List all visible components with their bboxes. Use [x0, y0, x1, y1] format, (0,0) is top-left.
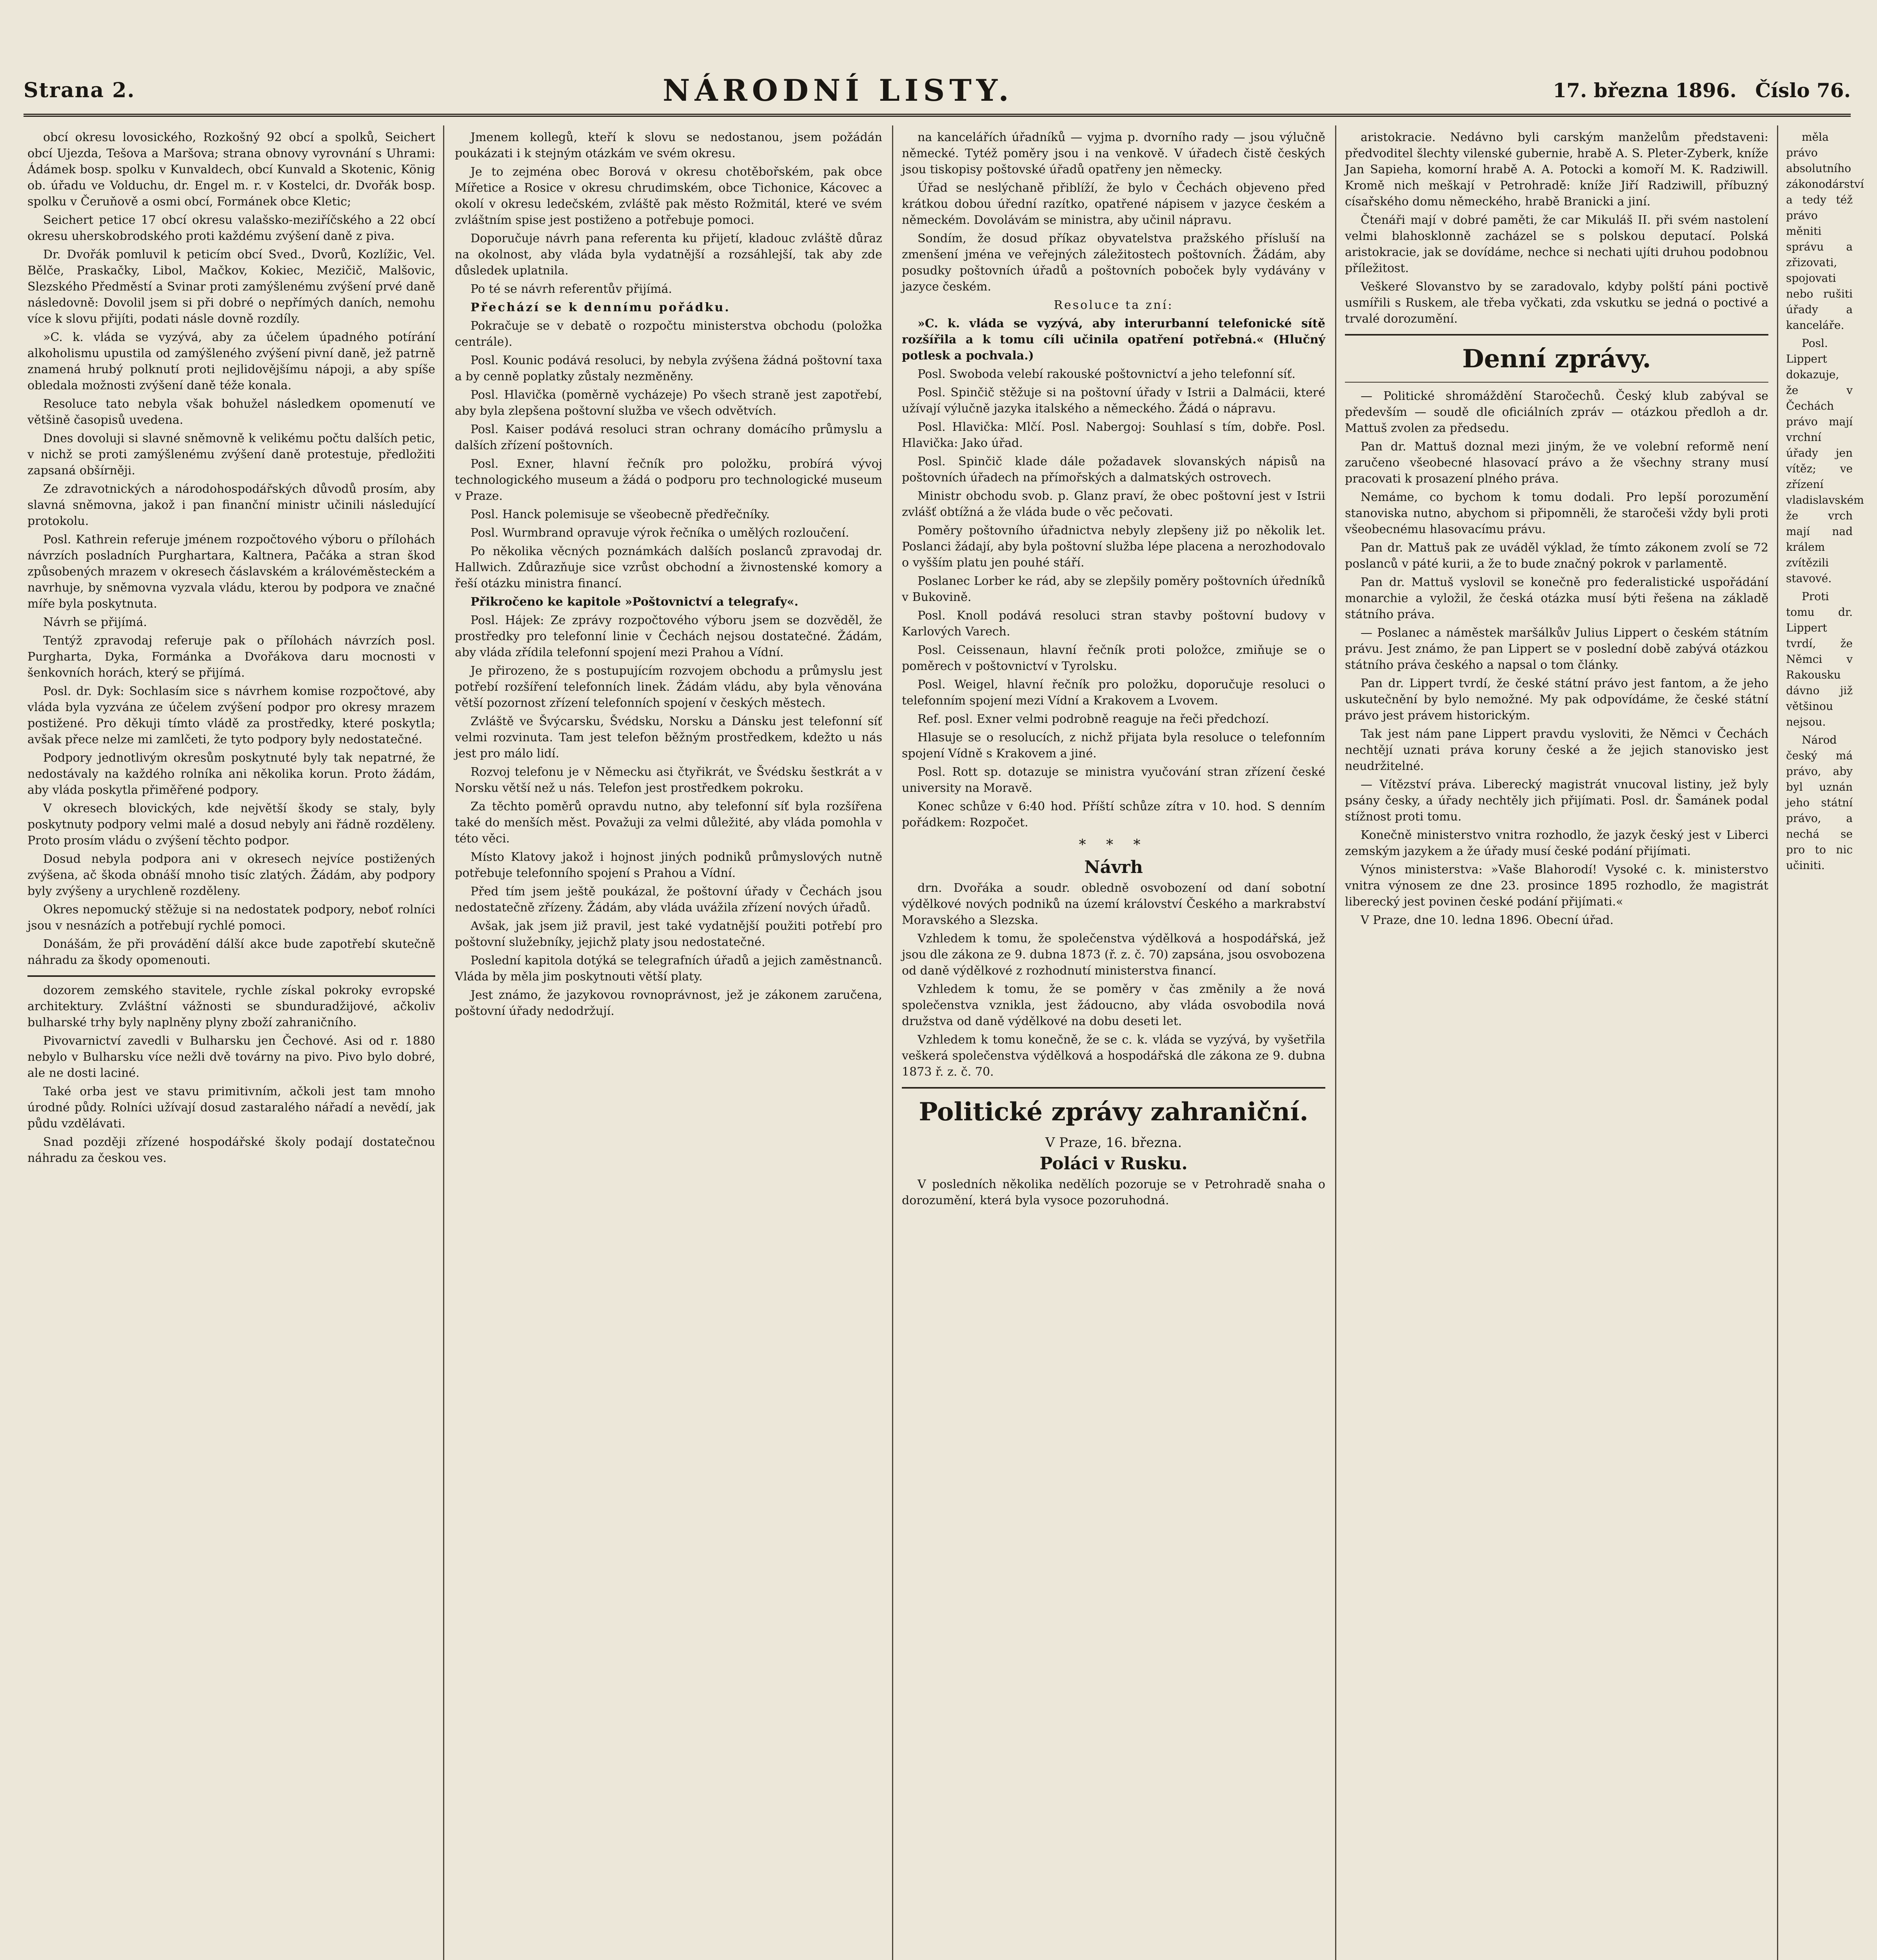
article-paragraph: měla právo absolutního zákonodárství a tedy též právo měniti správu a zřizovati, spojovati nebo rušiti úřady a kanceláře.: [1786, 131, 1864, 332]
article-paragraph: Seichert petice 17 obcí okresu valašsko-meziříčského a 22 obcí okresu uherskobrodského proti každému zvýšení daně z piva.: [27, 213, 435, 243]
section-heading: Návrh: [1084, 857, 1143, 877]
article-paragraph: Nemáme, co bychom k tomu dodali. Pro lepší porozumění stanoviska nutno, abychom si připomněli, že staročeši vždy byli proti všeobecnému hlasovacímu právu.: [1345, 490, 1768, 536]
article-paragraph: Před tím jsem ještě poukázal, že poštovní úřady v Čechách jsou nedostatečně zřízeny. Žádám, aby vláda uvážila zřízení nových úřadů.: [455, 885, 882, 915]
article-paragraph: V okresech blovických, kde největší škody se staly, byly poskytnuty podpory velmi malé a dosud nebyly ani řádně rozděleny. Proto prosím vládu o zvýšení těchto podpor.: [27, 802, 435, 848]
article-paragraph: Sondím, že dosud příkaz obyvatelstva pražského přísluší na zmenšení jména ve veřejných záležitostech poštovních. Žádám, aby posudky poštovních úřadů a poštovních poboček byly vydávány v jazyce českém.: [902, 232, 1325, 294]
column-5: [1786, 129, 1864, 1960]
article-paragraph: Posl. Ceissenaun, hlavní řečník proti položce, zmiňuje se o poměrech v poštovnictví v Tyrolsku.: [902, 643, 1325, 673]
article-heading: Poláci v Rusku.: [1039, 1154, 1188, 1174]
section-heading: Denní zprávy.: [1462, 344, 1651, 374]
article-paragraph: obcí okresu lovosického, Rozkošný 92 obcí a spolků, Seichert obcí Ujezda, Tešova a Maršova; strana obnovy vyrovnání s Uhrami: Ádámek bosp. spolku v Kunvaldech, obcí Kunvald a Skotenic, König ob. úřadu ve Volduchu, dr. Engel m. r. v Kostelci, dr. Dvořák bosp. spolku v Čeruňově a osmi obcí, Formánek obce Kletic;: [27, 131, 435, 209]
article-paragraph: Posl. Lippert dokazuje, že v Čechách právo mají vrchní úřady jen vítěz; ve zřízení vladislavském že vrch mají nad králem zvítězili stavové.: [1786, 337, 1864, 585]
resolution-text: »C. k. vláda se vyzývá, aby interurbanní telefonické sítě rozšířila a k tomu cíli učinila opatření potřebná.« (Hlučný potlesk a pochvala.): [902, 317, 1325, 363]
article-paragraph: Resoluce tato nebyla však bohužel následkem opomenutí ve většině časopisů uvedena.: [27, 397, 435, 427]
issue-number: Číslo 76.: [1755, 78, 1851, 102]
article-paragraph: Posl. Kathrein referuje jménem rozpočtového výboru o přílohách návrzích posladních Purghartara, Kaltnera, Pačáka a stran škod způsobených mrazem v okresech čáslavském a královéměsteckém a navrhuje, by sněmovna vyzvala vládu, kterou by podpora ve značné míře byla poskytnuta.: [27, 533, 435, 611]
newspaper-title: NÁRODNÍ LISTY.: [663, 73, 1014, 108]
article-paragraph: Konec schůze v 6:40 hod. Příští schůze zítra v 10. hod. S denním pořádkem: Rozpočet.: [902, 800, 1325, 829]
article-paragraph: Posl. Weigel, hlavní řečník pro položku, doporučuje resoluci o telefonním spojení mezi Vídní a Krakovem a Lvovem.: [902, 678, 1325, 708]
column-2: [455, 129, 882, 1960]
article-paragraph: Čtenáři mají v dobré paměti, že car Mikuláš II. při svém nastolení velmi blahosklonně zacházel se s polskou deputací. Polská aristokracie, jak se dovídáme, nechce si nechati ujíti druhou podobnou příležitost.: [1345, 213, 1768, 275]
article-paragraph: Posl. Rott sp. dotazuje se ministra vyučování stran zřízení české university na Moravě.: [902, 765, 1325, 795]
article-paragraph: Tentýž zpravodaj referuje pak o přílohách návrzích posl. Purgharta, Dyka, Formánka a Dvořákova daru mocnosti v šenkovních horách, který se přijímá.: [27, 634, 435, 680]
article-paragraph: Pan dr. Mattuš pak ze uváděl výklad, že tímto zákonem zvolí se 72 poslanců v páté kurii, a že to bude značný pokrok v parlamentě.: [1345, 541, 1768, 571]
page-number: Strana 2.: [24, 78, 135, 102]
section-divider: [27, 975, 435, 977]
article-paragraph: Posl. Swoboda velebí rakouské poštovnictví a jeho telefonní síť.: [918, 367, 1296, 381]
section-heading: Politické zprávy zahraniční.: [919, 1097, 1308, 1127]
column-3: [902, 129, 1325, 1960]
article-paragraph: Výnos ministerstva: »Vaše Blahorodí! Vysoké c. k. ministerstvo vnitra výnosem ze dne 23. prosince 1895 rozhodlo, že magistrát liberecký jest povinen české podání přijímati.«: [1345, 863, 1768, 909]
article-paragraph: na kancelářích úřadníků — vyjma p. dvorního rady — jsou výlučně německé. Tytéž poměry jsou i na venkově. V úřadech čistě českých jsou tiskopisy poštovské úřadů opatřeny jen německy.: [902, 131, 1325, 176]
article-paragraph: Úřad se neslýchaně přiblíží, že bylo v Čechách objeveno před krátkou dobou úřední razítko, opatřené nápisem v jazyce českém a německém. Dovolávám se ministra, aby učinil nápravu.: [902, 181, 1325, 227]
column-rule: [892, 125, 893, 1960]
article-paragraph: Dosud nebyla podpora ani v okresech nejvíce postižených zvýšena, ač škoda obnáší mnoho tisíc zlatých. Žádám, aby podpory byly zvýšeny a urychleně rozděleny.: [27, 852, 435, 898]
article-paragraph: Ze zdravotnických a národohospodářských důvodů prosím, aby slavná sněmovna, jakož i pan finanční ministr učinili následující protokolu.: [27, 482, 435, 528]
article-paragraph: Posl. Hlavička: Mlčí. Posl. Nabergoj: Souhlasí s tím, dobře. Posl. Hlavička: Jako úřad.: [902, 420, 1325, 450]
article-paragraph: Okres nepomucký stěžuje si na nedostatek podpory, neboť rolníci jsou v nesnázích a potřebují rychlé pomoci.: [27, 903, 435, 933]
article-paragraph: Posl. Exner, hlavní řečník pro položku, probírá vývoj technologického museum a žádá o podporu pro technologické museum v Praze.: [455, 457, 882, 503]
article-paragraph: Poslanec Lorber ke rád, aby se zlepšily poměry poštovních úředníků v Bukovině.: [902, 574, 1325, 604]
issue-date: 17. března 1896.: [1553, 78, 1737, 102]
article-paragraph: aristokracie. Nedávno byli carským manželům představeni: předvoditel šlechty vilenské gubernie, hrabě A. S. Pleter-Zyberk, kníže Jan Sapieha, komorní hrabě A. A. Potocki a komoří M. K. Radziwill. Kromě nich meškají v Petrohradě: kníže Jiří Radziwill, příbuzný císařského domu německého, hrabě Branicki a jiní.: [1345, 131, 1768, 209]
article-paragraph: Posl. Knoll podává resoluci stran stavby poštovní budovy v Karlových Varech.: [902, 609, 1325, 639]
section-divider: [1345, 382, 1768, 383]
article-paragraph: Pan dr. Mattuš vyslovil se konečně pro federalistické uspořádání monarchie a vyložil, že česká otázka musí býti řešena na základě státního práva.: [1345, 575, 1768, 621]
section-heading: Přechází se k dennímu pořádku.: [471, 301, 730, 314]
dateline: V Praze, 16. března.: [1045, 1135, 1182, 1151]
article-paragraph: Posl. Hájek: Ze zprávy rozpočtového výboru jsem se dozvěděl, že prostředky pro telefonní linie v Čechách nejsou dostatečné. Žádám, aby vláda zřídila telefonní spojení mezi Prahou a Vídní.: [455, 613, 882, 659]
article-paragraph: Posl. Hanck polemisuje se všeobecně předřečníky.: [471, 508, 770, 521]
article-paragraph: Posl. Spinčič stěžuje si na poštovní úřady v Istrii a Dalmácii, které užívají výlučně jazyka italského a německého. Žádá o nápravu.: [902, 386, 1325, 416]
article-paragraph: Konečně ministerstvo vnitra rozhodlo, že jazyk český jest v Liberci zemským jazykem a že úřady musí české podání přijímati.: [1345, 828, 1768, 858]
section-heading: Přikročeno ke kapitole »Poštovnictví a telegrafy«.: [471, 595, 799, 609]
article-paragraph: Posl. Hlavička (poměrně vycházeje) Po všech straně jest zapotřebí, aby byla zlepšena poštovní služba ve všech odvětvích.: [455, 388, 882, 418]
article-paragraph: Návrh se přijímá.: [43, 615, 147, 629]
masthead: [24, 67, 1851, 117]
article-paragraph: V Praze, dne 10. ledna 1896. Obecní úřad.: [1361, 913, 1614, 927]
issue-info: [1541, 79, 1851, 102]
article-paragraph: Posl. dr. Dyk: Sochlasím sice s návrhem komise rozpočtové, aby vláda byla vyzvána ze účelem zvýšení podpor pro okresy mrazem postižené. Pro děkuji tímto vládě za prostředky, které poskytla; avšak přece nelze mi zamlčeti, že tyto podpory byly nedostatečné.: [27, 684, 435, 746]
article-paragraph: Poslední kapitola dotýká se telegrafních úřadů a jejich zaměstnanců. Vláda by měla jim poskytnouti větší platy.: [455, 954, 882, 984]
article-paragraph: Jmenem kollegů, kteří k slovu se nedostanou, jsem požádán poukázati i k stejným otázkám ve svém okresu.: [455, 131, 882, 160]
article-paragraph: Dr. Dvořák pomluvil k peticím obcí Sved., Dvorů, Kozlížic, Vel. Bělče, Praskačky, Libol, Mačkov, Kokiec, Mezičič, Malšovic, Slezského Předměstí a Svinar proti zamýšlenému zvýšení prvé daně následovně: Dovolil jsem si při dobré o nepřímých daních, nemohu více k slovu přijíti, podati násle dovně rozdíly.: [27, 248, 435, 326]
article-paragraph: Pan dr. Lippert tvrdí, že české státní právo jest fantom, a že jeho uskutečnění by bylo nemožné. My pak odpovídáme, že české státní právo jest právem historickým.: [1345, 677, 1768, 722]
article-paragraph: — Politické shromáždění Staročechů. Český klub zabýval se především — soudě dle oficiálních zpráv — otázkou předloh a dr. Mattuš zvolen za předsedu.: [1345, 389, 1768, 435]
article-paragraph: Pan dr. Mattuš doznal mezi jiným, že ve volební reformě není zaručeno všeobecné hlasovací právo a že všechny strany musí pracovati k prosazení plného práva.: [1345, 440, 1768, 486]
article-paragraph: Tak jest nám pane Lippert pravdu vysloviti, že Němci v Čechách nechtějí uznati práva koruny české a že jejich stanovisko jest neudržitelné.: [1345, 727, 1768, 773]
article-paragraph: Dnes dovoluji si slavné sněmovně k velikému počtu dalších petic, v nichž se proti zamýšlenému zvýšení daně protestuje, předložiti zapsaná obšírněji.: [27, 432, 435, 477]
article-paragraph: Národ český má právo, aby byl uznán jeho státní právo, a nechá se pro to nic učiniti.: [1786, 733, 1853, 872]
article-paragraph: Vzhledem k tomu konečně, že se c. k. vláda se vyzývá, by vyšetřila veškerá společenstva výdělková a hospodářská dle zákona ze 9. dubna 1873 ř. z. č. 70.: [902, 1033, 1325, 1079]
article-paragraph: Zvláště ve Švýcarsku, Švédsku, Norsku a Dánsku jest telefonní síť velmi rozvinuta. Tam jest telefon běžným prostředkem, kdežto u nás jest pro málo lidí.: [455, 715, 882, 760]
article-paragraph: Je přirozeno, že s postupujícím rozvojem obchodu a průmyslu jest potřebí rozšíření telefonních linek. Žádám vládu, aby byla věnována větší pozornost zřízení telefonních spojení v českých městech.: [455, 664, 882, 710]
article-paragraph: Za těchto poměrů opravdu nutno, aby telefonní síť byla rozšířena také do menších měst. Považuji za velmi důležité, aby vláda pomohla v této věci.: [455, 800, 882, 846]
article-paragraph: Místo Klatovy jakož i hojnost jiných podniků průmyslových nutně potřebuje telefonního spojení s Prahou a Vídní.: [455, 850, 882, 880]
column-1: [27, 129, 435, 1960]
article-paragraph: V posledních několika nedělích pozoruje se v Petrohradě snaha o dorozumění, která byla vysoce pozoruhodná.: [902, 1178, 1325, 1207]
article-paragraph: — Poslanec a náměstek maršálkův Julius Lippert o českém státním právu. Jest známo, že pan Lippert se v poslední době zabývá otázkou státního práva českého a napsal o tom články.: [1345, 626, 1768, 672]
column-rule: [1777, 125, 1778, 1960]
article-paragraph: Jest známo, že jazykovou rovnoprávnost, jež je zákonem zaručena, poštovní úřady nedodržují.: [455, 988, 882, 1018]
article-paragraph: Je to zejména obec Borová v okresu chotěbořském, pak obce Mířetice a Rosice v okresu chrudimském, obce Tichonice, Kácovec a okolí v okresu ledečském, zvláště pak město Rožmitál, které ve svém zvláštním spise jest postiženo a potřebuje pomoci.: [455, 165, 882, 227]
article-paragraph: Pivovarnictví zavedli v Bulharsku jen Čechové. Asi od r. 1880 nebylo v Bulharsku více nežli dvě továrny na pivo. Pivo bylo dobré, ale ne dosti laciné.: [27, 1034, 435, 1080]
article-paragraph: Donášám, že při provádění dálší akce bude zapotřebí skutečně náhradu za škody opomenouti.: [27, 937, 435, 967]
column-4: [1345, 129, 1768, 1960]
section-divider: [902, 1087, 1325, 1089]
column-rule: [1335, 125, 1336, 1960]
article-paragraph: drn. Dvořáka a soudr. obledně osvobození od daní sobotní výdělkové nových podniků na území království Českého a markrabství Moravského a Slezska.: [902, 881, 1325, 927]
article-paragraph: Podpory jednotlivým okresům poskytnuté byly tak nepatrné, že nedostávaly na každého rolníka ani několika korun. Proto žádám, aby vláda poskytla přiměřené podpory.: [27, 751, 435, 797]
article-paragraph: Snad později zřízené hospodářské školy podají dostatečnou náhradu za českou ves.: [27, 1135, 435, 1165]
article-paragraph: dozorem zemského stavitele, rychle získal pokroky evropské architektury. Zvláštní vážnosti se sbunduradžijové, ačkoliv bulharské trhy byly naplněny plyny zboží zahraničního.: [27, 984, 435, 1029]
section-heading: Resoluce ta zní:: [1054, 298, 1174, 312]
article-paragraph: Po několika věcných poznámkách dalších poslanců zpravodaj dr. Hallwich. Zdůrazňuje sice vzrůst obchodní a živnostenské komory a řeší otázku ministra financí.: [455, 544, 882, 590]
article-paragraph: Posl. Wurmbrand opravuje výrok řečníka o umělých rozloučení.: [471, 526, 849, 540]
article-paragraph: Proti tomu dr. Lippert tvrdí, že Němci v Rakousku dávno již většinou nejsou.: [1786, 590, 1853, 728]
separator-stars: * * *: [1079, 837, 1148, 853]
article-paragraph: »C. k. vláda se vyzývá, aby za účelem úpadného potírání alkoholismu upustila od zamýšleného zvýšení pivní daně, jež patrně znamená hrubý polknutí proti nejlidovějšímu nápoji, a aby spíše obledala možnosti zvýšení daně téže konala.: [27, 330, 435, 392]
article-paragraph: Rozvoj telefonu je v Německu asi čtyřikrát, ve Švédsku šestkrát a v Norsku větší než u nás. Telefon jest prostředkem pokroku.: [455, 765, 882, 795]
article-paragraph: Po té se návrh referentův přijímá.: [471, 282, 672, 296]
article-paragraph: Hlasuje se o resolucích, z nichž přijata byla resoluce o telefonním spojení Vídně s Krakovem a jiné.: [902, 731, 1325, 760]
section-divider: [1345, 334, 1768, 336]
article-paragraph: Ministr obchodu svob. p. Glanz praví, že obec poštovní jest v Istrii zvlášť obtížná a že vláda bude o věc pečovati.: [902, 489, 1325, 519]
article-paragraph: Poměry poštovního úřadnictva nebyly zlepšeny již po několik let. Poslanci žádají, aby byla poštovní služba lépe placena a nerozhodovalo o vyšším platu jen pouhé stáří.: [902, 524, 1325, 570]
article-paragraph: Vzhledem k tomu, že společenstva výdělková a hospodářská, jež jsou dle zákona ze 9. dubna 1873 (ř. z. č. 70) zapsána, jsou osvobozena od daně výdělkové z rozhodnutí ministerstva financí.: [902, 932, 1325, 978]
article-paragraph: Pokračuje se v debatě o rozpočtu ministerstva obchodu (položka centrále).: [455, 319, 882, 349]
article-paragraph: Veškeré Slovanstvo by se zaradovalo, kdyby polští páni poctivě usmířili s Ruskem, ale třeba vyčkati, zda vskutku se jedná o poctivé a trvalé dorozumění.: [1345, 280, 1768, 326]
column-rule: [443, 125, 444, 1960]
article-paragraph: Ref. posl. Exner velmi podrobně reaguje na řeči předchozí.: [918, 712, 1269, 726]
article-paragraph: Avšak, jak jsem již pravil, jest také vydatnější použiti potřebí pro poštovní služebníky, jejichž platy jsou nedostatečné.: [455, 919, 882, 949]
article-paragraph: Posl. Kounic podává resoluci, by nebyla zvýšena žádná poštovní taxa a by cenně poplatky zůstaly nezměněny.: [455, 354, 882, 383]
article-paragraph: Také orba jest ve stavu primitivním, ačkoli jest tam mnoho úrodné půdy. Rolníci užívají dosud zastaralého nářadí a nevědí, jak půdu vzdělávati.: [27, 1085, 435, 1131]
article-paragraph: — Vítězství práva. Liberecký magistrát vnucoval listiny, jež byly psány česky, a úřady nechtěly jich přijímati. Posl. dr. Šamánek podal stížnost proti tomu.: [1345, 778, 1768, 824]
article-paragraph: Doporučuje návrh pana referenta ku přijetí, kladouc zvláště důraz na okolnost, aby vláda byla vydatnější a rozsáhlejší, tak aby zde důsledek uplatnila.: [455, 232, 882, 278]
article-paragraph: Vzhledem k tomu, že se poměry v čas změnily a že nová společenstva vznikla, jest žádoucno, aby vláda osvobodila nová družstva od daně výdělkové na dobu deseti let.: [902, 982, 1325, 1028]
article-paragraph: Posl. Spinčič klade dále požadavek slovanských nápisů na poštovních úřadech na přímořských a dalmatských ostrovech.: [902, 455, 1325, 485]
article-paragraph: Posl. Kaiser podává resoluci stran ochrany domácího průmyslu a dalších zřízení poštovních.: [455, 423, 882, 452]
